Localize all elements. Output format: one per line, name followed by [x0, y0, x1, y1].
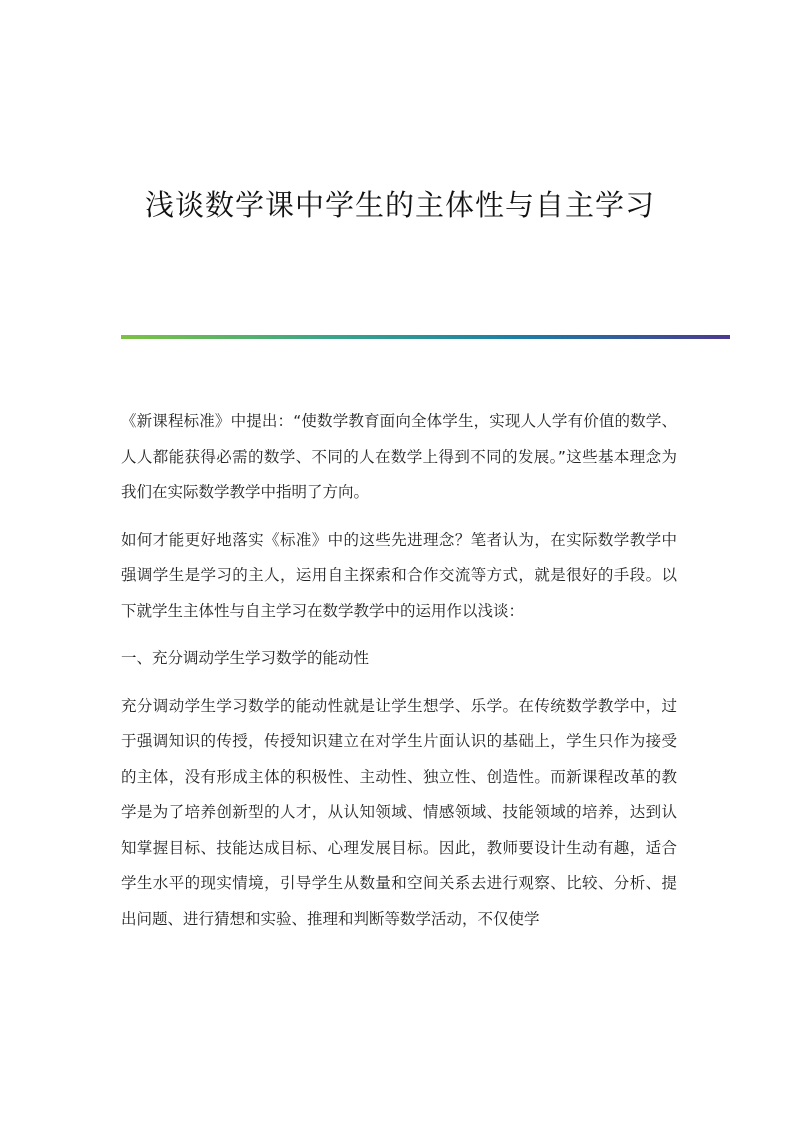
- paragraph-question: 如何才能更好地落实《标准》中的这些先进理念？笔者认为，在实际数学教学中强调学生是学习的主人，运用自主探索和合作交流等方式，就是很好的手段。以下就学生主体性与自主学习在数学教学中的运用作以浅谈：: [121, 530, 677, 620]
- paragraph-intro: 《新课程标准》中提出：“使数学教育面向全体学生，实现人人学有价值的数学、人人都能获得必需的数学、不同的人在数学上得到不同的发展。”这些基本理念为我们在实际数学教学中指明了方向。: [121, 412, 677, 501]
- document-body: [121, 404, 677, 949]
- title-divider: [121, 335, 730, 339]
- paragraph-section-1: 充分调动学生学习数学的能动性就是让学生想学、乐学。在传统数学教学中，过于强调知识的传授，传授知识建立在对学生片面认识的基础上，学生只作为接受的主体，没有形成主体的积极性、主动性、独立性、创造性。而新课程改革的教学是为了培养创新型的人才，从认知领域、情感领域、技能领域的培养，达到认知掌握目标、技能达成目标、心理发展目标。因此，教师要设计生动有趣，适合学生水平的现实情境，引导学生从数量和空间关系去进行观察、比较、分析、提出问题、进行猜想和实验、推理和判断等数学活动，不仅使学: [121, 696, 677, 928]
- section-heading-1: 一、充分调动学生学习数学的能动性: [121, 649, 370, 667]
- document-title: 浅谈数学课中学生的主体性与自主学习: [144, 188, 655, 222]
